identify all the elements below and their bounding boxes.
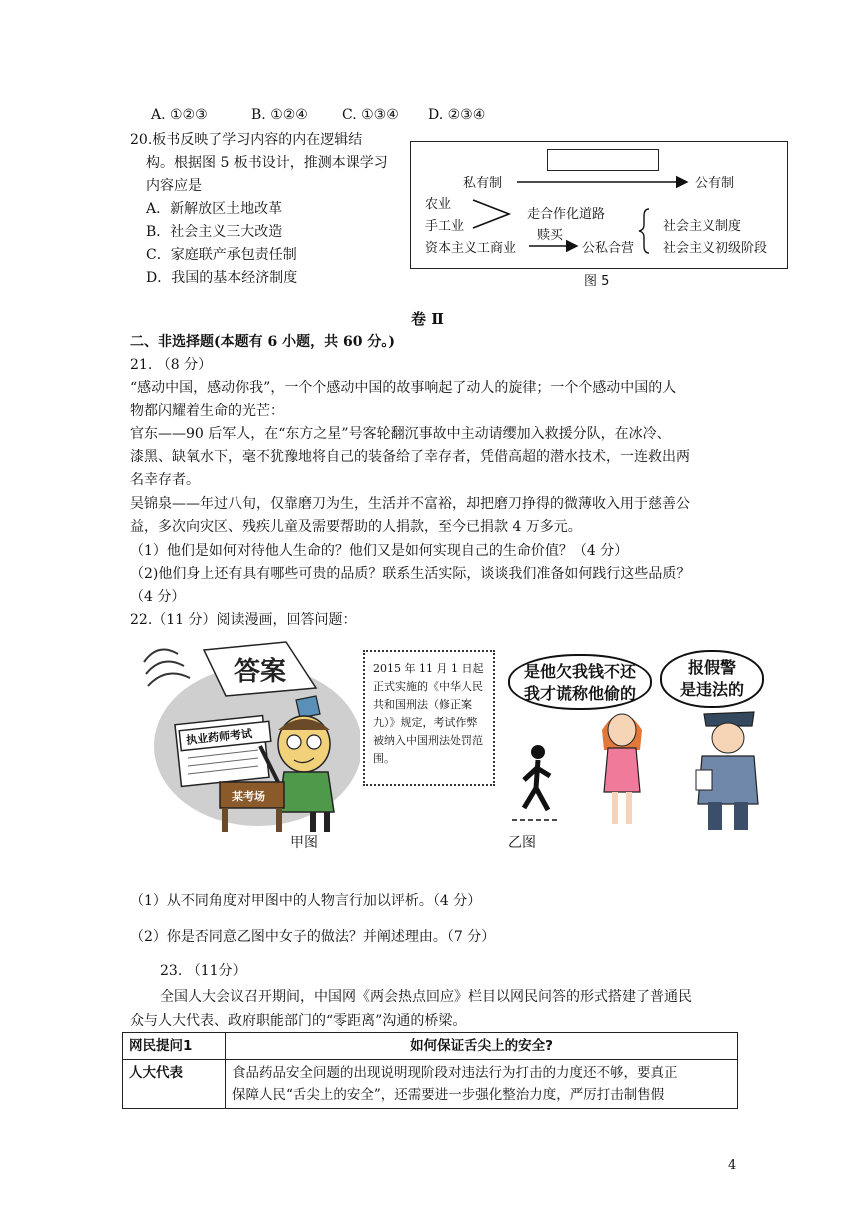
girl-speech-line2: 我才谎称他偷的 bbox=[523, 684, 636, 703]
q20-stem-line3: 内容应是 bbox=[146, 178, 202, 194]
comic-jia-illustration bbox=[138, 634, 360, 834]
police-speech-bubble bbox=[660, 650, 764, 708]
girl-figure bbox=[592, 700, 652, 830]
q20-option-b: B．社会主义三大改造 bbox=[146, 224, 283, 240]
figure5-diagram bbox=[410, 141, 788, 269]
q21-sub2-line1: （2)他们身上还有具有哪些可贵的品质？联系生活实际，谈谈我们准备如何践行这些品质？ bbox=[130, 566, 691, 582]
police-figure bbox=[692, 704, 766, 832]
q20-option-d: D．我国的基本经济制度 bbox=[146, 270, 298, 286]
police-speech-line2: 是违法的 bbox=[679, 680, 744, 699]
figure5-caption: 图 5 bbox=[584, 274, 610, 289]
q23-number: 23. （11分） bbox=[160, 963, 247, 979]
label-socialist-system: 社会主义制度 bbox=[663, 219, 742, 234]
row2-value bbox=[226, 1060, 738, 1109]
label-primary-stage: 社会主义初级阶段 bbox=[663, 241, 768, 256]
table-row bbox=[123, 1033, 738, 1060]
row2-label: 人大代表 bbox=[123, 1060, 226, 1109]
label-private: 私有制 bbox=[463, 176, 503, 191]
law-notice-box: 2015 年 11 月 1 日起正式实施的《中华人民共和国刑法（修正案九）》规定，考试作弊被纳入中国刑法处罚范围。 bbox=[363, 650, 495, 786]
q21-para1-line1: “感动中国，感动你我”，一个个感动中国的故事响起了动人的旋律；一个个感动中国的人 bbox=[130, 380, 677, 396]
q21-para1-line2: 物都闪耀着生命的光芒： bbox=[130, 403, 284, 419]
caption-jia: 甲图 bbox=[290, 835, 318, 851]
q21-para2-line3: 名幸存者。 bbox=[130, 472, 200, 488]
row1-value: 如何保证舌尖上的安全? bbox=[226, 1033, 738, 1060]
exam-sign-text: 执业药师考试 bbox=[185, 727, 253, 748]
label-agriculture: 农业 bbox=[425, 197, 452, 212]
q22-stem: 22.（11 分）阅读漫画，回答问题： bbox=[130, 612, 357, 628]
q22-sub2: （2）你是否同意乙图中女子的做法？并阐述理由。（7 分） bbox=[130, 929, 496, 945]
q22-sub1: （1）从不同角度对甲图中的人物言行加以评析。（4 分） bbox=[130, 893, 482, 909]
police-speech-line1: 报假警 bbox=[687, 658, 736, 677]
label-joint: 公私合营 bbox=[582, 241, 635, 256]
q21-sub1: （1）他们是如何对待他人生命的？他们又是如何实现自己的生命价值？（4 分） bbox=[130, 543, 629, 559]
q20-option-c: C．家庭联产承包责任制 bbox=[146, 247, 297, 263]
page-number: 4 bbox=[728, 1158, 737, 1173]
row2-value-line1: 食品药品安全问题的出现说明现阶段对违法行为打击的力度还不够，要真正 bbox=[232, 1065, 678, 1081]
q19-option-a: A. ①②③ bbox=[151, 107, 208, 123]
q23-para-line2: 众与人大代表、政府职能部门的“零距离”沟通的桥梁。 bbox=[130, 1013, 467, 1029]
diagram-arrows bbox=[411, 142, 787, 268]
label-public: 公有制 bbox=[695, 176, 735, 191]
q21-number: 21. （8 分） bbox=[130, 357, 213, 373]
label-cooperative: 走合作化道路 bbox=[527, 207, 606, 222]
section-title: 卷 Ⅱ bbox=[411, 310, 444, 328]
label-capitalist: 资本主义工商业 bbox=[425, 241, 517, 256]
q23-para-line1: 全国人大会议召开期间，中国网《两会热点回应》栏目以网民问答的形式搭建了普通民 bbox=[160, 989, 692, 1005]
q19-option-d: D. ②③④ bbox=[428, 107, 486, 123]
label-redeem: 赎买 bbox=[537, 228, 564, 243]
row2-value-line2: 保障人民“舌尖上的安全”，还需要进一步强化整治力度，严厉打击制售假 bbox=[232, 1087, 665, 1103]
part2-header: 二、非选择题(本题有 6 小题，共 60 分。) bbox=[130, 334, 395, 350]
girl-speech-line1: 是他欠我钱不还 bbox=[523, 662, 636, 681]
q21-sub2-line2: （4 分） bbox=[130, 589, 186, 605]
q20-stem-line1: 20.板书反映了学习内容的内在逻辑结 bbox=[130, 132, 363, 148]
q21-para2-line1: 官东——90 后军人，在“东方之星”号客轮翻沉事故中主动请缨加入救援分队，在冰冷、 bbox=[130, 426, 671, 442]
q19-option-b: B. ①②④ bbox=[251, 107, 308, 123]
q20-option-a: A．新解放区土地改革 bbox=[146, 201, 283, 217]
table-row bbox=[123, 1060, 738, 1109]
answer-text: 答案 bbox=[234, 657, 287, 687]
room-sign-text: 某考场 bbox=[232, 790, 265, 803]
row1-label: 网民提问1 bbox=[123, 1033, 226, 1060]
caption-yi: 乙图 bbox=[508, 835, 536, 851]
qa-table bbox=[122, 1032, 738, 1109]
q21-para3-line2: 益，多次向灾区、残疾儿童及需要帮助的人捐款，至今已捐款 4 万多元。 bbox=[130, 519, 582, 535]
running-man-figure bbox=[510, 742, 562, 828]
label-handicraft: 手工业 bbox=[425, 219, 465, 234]
q21-para3-line1: 吴锦泉——年过八旬，仅靠磨刀为生，生活并不富裕，却把磨刀挣得的微薄收入用于慈善公 bbox=[130, 496, 690, 512]
q19-option-c: C. ①③④ bbox=[342, 107, 399, 123]
q20-stem-line2: 构。根据图 5 板书设计，推测本课学习 bbox=[146, 155, 388, 171]
q21-para2-line2: 漆黑、缺氧水下，毫不犹豫地将自己的装备给了幸存者，凭借高超的潜水技术，一连救出两 bbox=[130, 449, 690, 465]
